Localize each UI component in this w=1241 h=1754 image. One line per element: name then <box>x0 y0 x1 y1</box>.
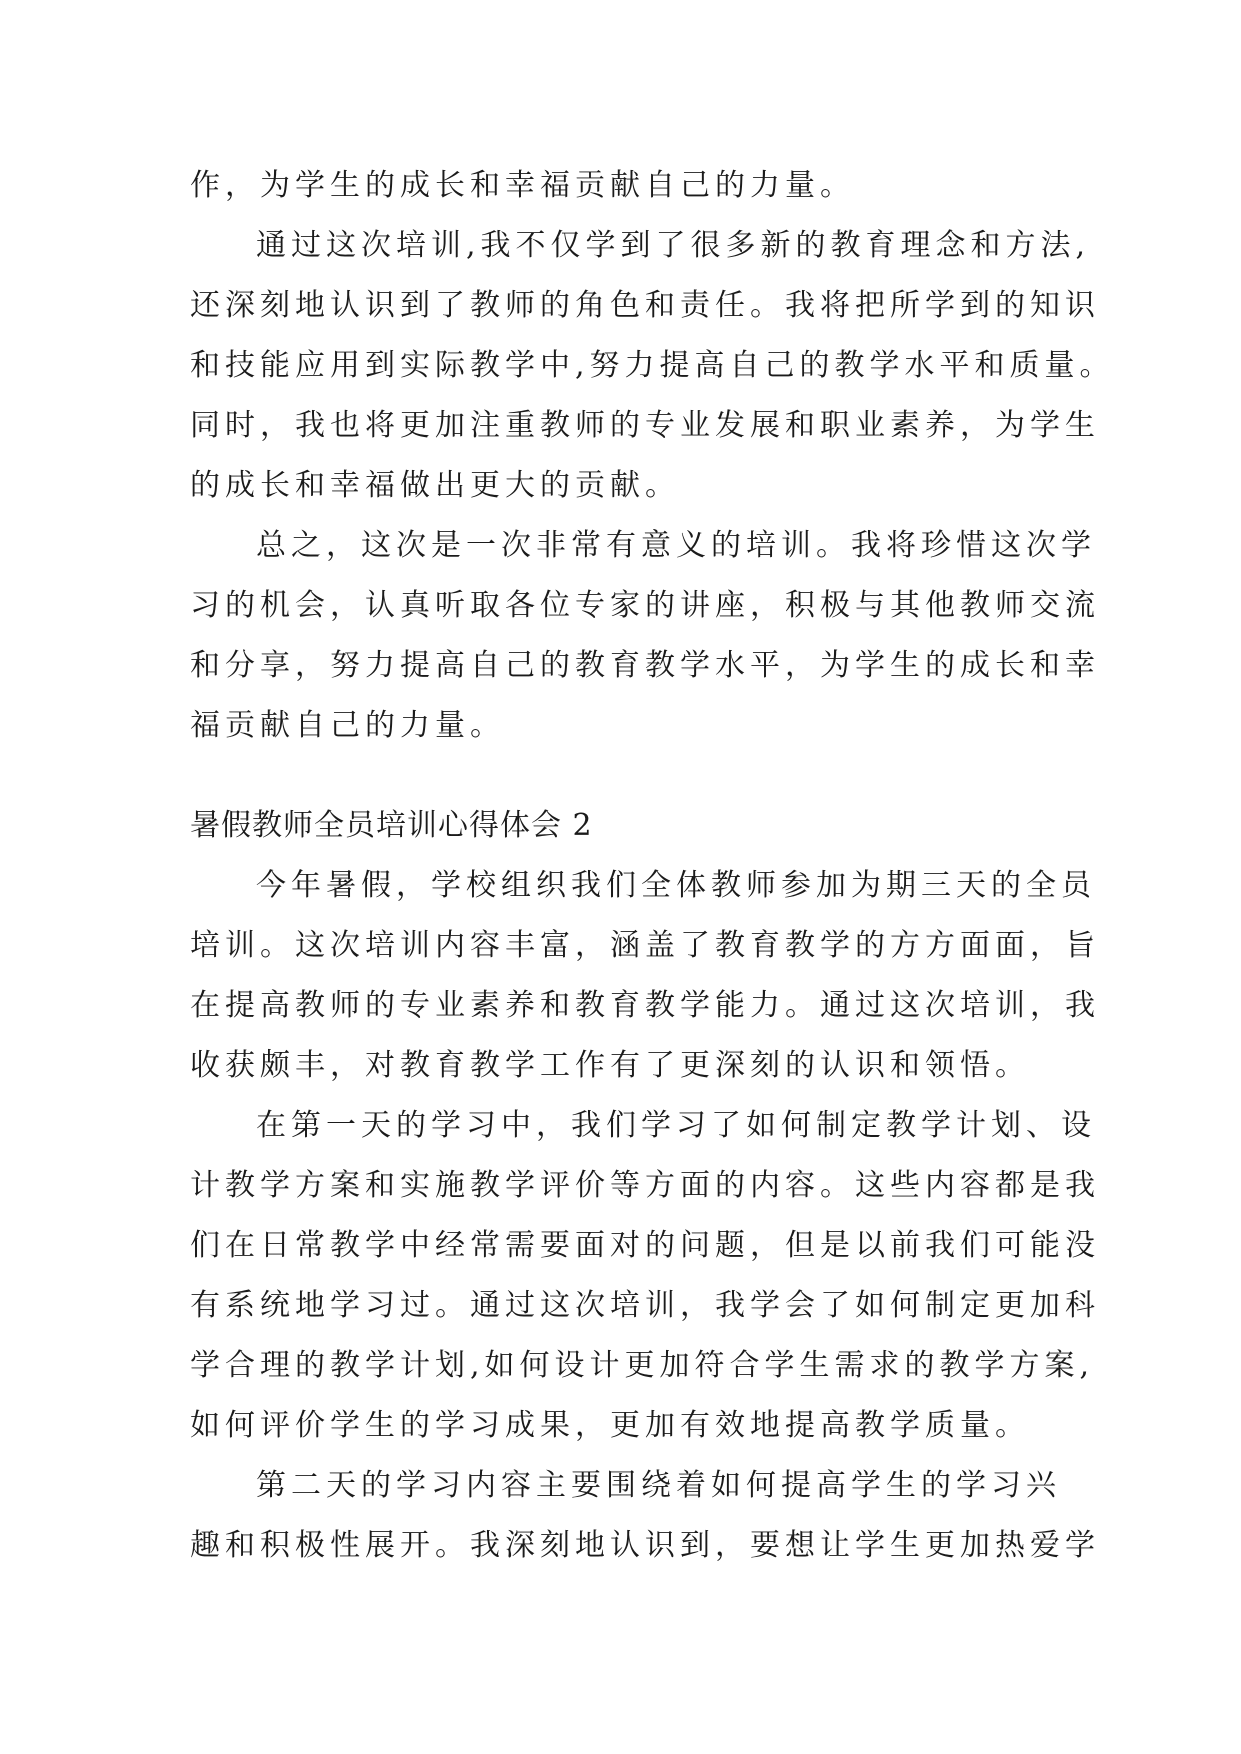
text-line: 的成长和幸福做出更大的贡献。 <box>190 468 680 503</box>
text-line: 培训。这次培训内容丰富，涵盖了教育教学的方方面面，旨 <box>190 928 1100 963</box>
text-line: 收获颇丰，对教育教学工作有了更深刻的认识和领悟。 <box>190 1048 1030 1083</box>
text-line: 还深刻地认识到了教师的角色和责任。我将把所学到的知识 <box>190 288 1100 323</box>
section-heading: 暑假教师全员培训心得体会 2 <box>190 808 593 843</box>
text-line: 今年暑假，学校组织我们全体教师参加为期三天的全员 <box>256 868 1096 903</box>
text-line: 和技能应用到实际教学中,努力提高自己的教学水平和质量。 <box>190 348 1115 383</box>
text-line: 们在日常教学中经常需要面对的问题，但是以前我们可能没 <box>190 1228 1100 1263</box>
text-line: 福贡献自己的力量。 <box>190 708 505 743</box>
text-line: 习的机会，认真听取各位专家的讲座，积极与其他教师交流 <box>190 588 1100 623</box>
text-line: 在提高教师的专业素养和教育教学能力。通过这次培训，我 <box>190 988 1100 1023</box>
text-line: 总之，这次是一次非常有意义的培训。我将珍惜这次学 <box>256 528 1096 563</box>
text-line: 作，为学生的成长和幸福贡献自己的力量。 <box>190 168 855 203</box>
text-line: 趣和积极性展开。我深刻地认识到，要想让学生更加热爱学 <box>190 1528 1100 1563</box>
text-line: 如何评价学生的学习成果，更加有效地提高教学质量。 <box>190 1408 1030 1443</box>
text-line: 和分享，努力提高自己的教育教学水平，为学生的成长和幸 <box>190 648 1100 683</box>
text-line: 同时，我也将更加注重教师的专业发展和职业素养，为学生 <box>190 408 1100 443</box>
text-line: 通过这次培训,我不仅学到了很多新的教育理念和方法, <box>256 228 1091 263</box>
text-line: 有系统地学习过。通过这次培训，我学会了如何制定更加科 <box>190 1288 1100 1323</box>
text-line: 在第一天的学习中，我们学习了如何制定教学计划、设 <box>256 1108 1096 1143</box>
text-line: 学合理的教学计划,如何设计更加符合学生需求的教学方案, <box>190 1348 1095 1383</box>
text-line: 第二天的学习内容主要围绕着如何提高学生的学习兴 <box>256 1468 1061 1503</box>
text-line: 计教学方案和实施教学评价等方面的内容。这些内容都是我 <box>190 1168 1100 1203</box>
